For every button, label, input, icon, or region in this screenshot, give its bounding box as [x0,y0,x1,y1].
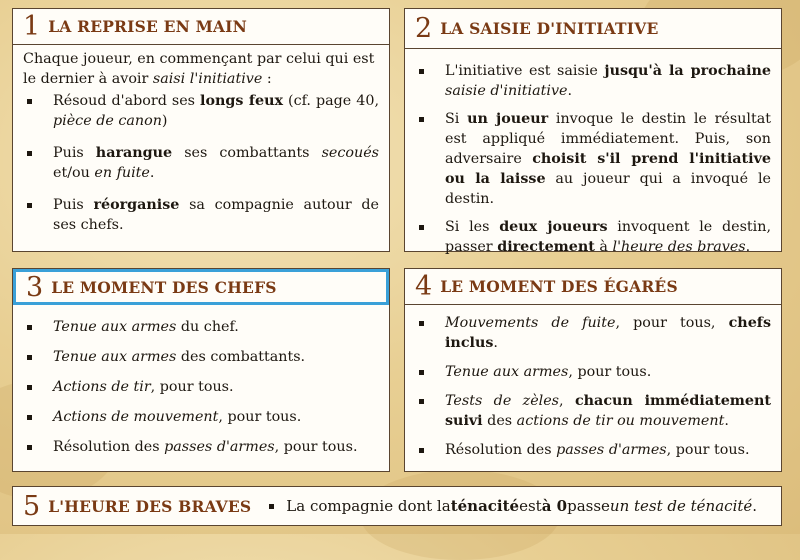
italic-text: en fuite [94,165,150,181]
rule-item: Actions de tir, pour tous. [23,377,379,397]
section-title: LE MOMENT DES CHEFS [51,277,277,297]
rule-item: Puis harangue ses combattants secoués et/ou en fuite. [23,143,379,183]
rule-list [415,313,771,460]
section-header [405,9,781,49]
rule-item: L'initiative est saisie jusqu'à la prochaine saisie d'initiative. [415,61,771,101]
italic-text: saisi l'initiative [152,71,263,87]
rule-item: Puis réorganise sa compagnie autour de ses chefs. [23,195,379,235]
rule-item: Tenue aux armes du chef. [23,317,379,337]
italic-text: saisie d'initiative [445,83,568,99]
section-heure-des-braves [12,486,782,526]
section-title: LE MOMENT DES ÉGARÉS [440,277,678,296]
section-title: L'HEURE DES BRAVES [48,496,252,516]
italic-text: passes d'armes [164,439,275,455]
italic-text: un test de ténacité [609,497,753,515]
italic-text: Tenue aux armes [53,319,177,335]
italic-text: Actions de mouvement [53,409,219,425]
rule-item: Tenue aux armes des combattants. [23,347,379,367]
bold-text: chefs inclus [445,315,771,351]
section-moment-des-egares [404,268,782,472]
bold-text: un joueur [467,111,549,127]
rule-item: Si un joueur invoque le destin le résultat est appliqué immédiatement. Puis, son adversaire choisit s'il prend l'initiative ou la laisse au joueur qui a invoqué le destin. [415,109,771,209]
section-moment-des-chefs [12,268,390,472]
rule-item: Résoud d'abord ses longs feux (cf. page 40, pièce de canon) [23,91,379,131]
section-number: 1 [23,11,41,42]
rule-item: Résolution des passes d'armes, pour tous. [415,440,771,460]
italic-text: Tenue aux armes [53,349,177,365]
bold-text: réorganise [93,197,180,213]
italic-text: secoués [321,145,379,161]
section-reprise-en-main [12,8,390,252]
bold-text: chacun immédiatement suivi [445,393,772,429]
rule-item: Mouvements de fuite, pour tous, chefs inclus. [415,313,771,353]
italic-text: Tenue aux armes [445,364,569,380]
italic-text: Tests de zèles [445,393,560,409]
section-header-selected[interactable] [13,269,389,305]
section-number: 4 [415,271,433,302]
italic-text: passes d'armes [556,442,667,458]
bold-text: directement [497,239,595,255]
bold-text: choisit s'il prend l'initiative ou la laisse [445,151,771,187]
section-saisie-initiative [404,8,782,255]
bold-text: harangue [95,145,173,161]
bold-text: deux joueurs [499,219,608,235]
bold-text: ténacité [450,497,520,515]
rule-item: Résolution des passes d'armes, pour tous. [23,437,379,457]
section-header [405,269,781,305]
rule-list [23,317,379,457]
rule-item: Actions de mouvement, pour tous. [23,407,379,427]
italic-text: Mouvements de fuite [445,315,616,331]
section-title: LA REPRISE EN MAIN [48,17,247,36]
bold-text: jusqu'à la prochaine [604,63,771,79]
section-number: 5 [23,490,41,522]
bold-text: longs feux [200,93,284,109]
rule-item: Tests de zèles, chacun immédiatement suivi des actions de tir ou mouvement. [415,391,771,431]
rule-list [415,61,771,257]
rule-item: Tenue aux armes, pour tous. [415,362,771,382]
section-title: LA SAISIE D'INITIATIVE [440,19,659,38]
rule-list [23,91,379,235]
italic-text: pièce de canon [53,113,162,129]
bold-text: à 0 [541,497,568,515]
section-text: La compagnie dont la ténacité est à 0 passe un test de ténacité . [251,497,757,515]
section-number: 3 [26,271,44,303]
section-header [13,9,389,45]
section-intro: Chaque joueur, en commençant par celui qui est le dernier à avoir saisi l'initiative : [23,51,375,87]
italic-text: actions de tir ou mouvement [516,413,725,429]
rule-item: Si les deux joueurs invoquent le destin, passer directement à l'heure des braves. [415,217,771,257]
italic-text: l'heure des braves [612,239,746,255]
section-number: 2 [415,13,433,44]
italic-text: Actions de tir [53,379,151,395]
